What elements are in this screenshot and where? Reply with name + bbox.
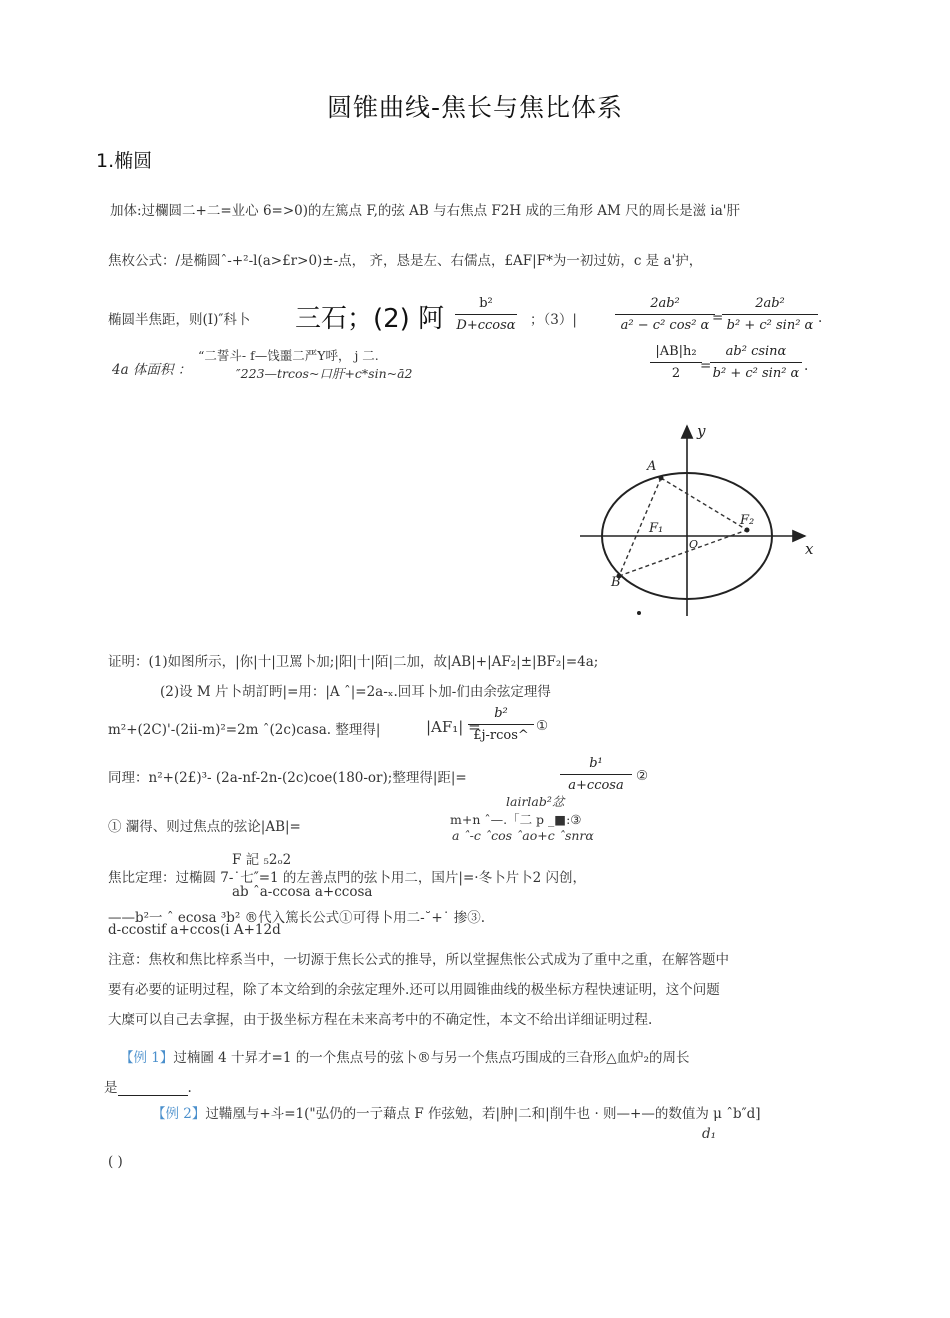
chord-fraction-den: a ˆ-c ˆcos ˆao+c ˆsnrα [452, 828, 594, 843]
text-area-garbled-2: ″223—trcos~口肝+c*sin~ā2 [236, 366, 413, 381]
example-1-answer: 是 . [104, 1080, 192, 1096]
fraction-denominator: a+ccosa [568, 778, 624, 793]
axis-x-label: x [805, 540, 814, 558]
f2-label: F₂ [740, 513, 755, 528]
example-1-answer-label: 是 [104, 1080, 118, 1096]
chord-fraction-num: m+n ˆ—.「二 p _■:③ [450, 812, 582, 827]
example-1-tag: 【例 1】 [120, 1050, 174, 1066]
fraction-numerator: b¹ [589, 756, 603, 771]
proof-step-5: ① 瀾得、则过焦点的弦论|AB|= [108, 819, 301, 835]
example-2 [152, 1102, 761, 1122]
point-a-label: A [647, 459, 657, 474]
fraction-chord-a [615, 296, 715, 333]
proof-step-1: 证明：(1)如图所示，|你|十|卫罵卜加;|阳|十|陌|二加，故|AB|+|AF₂|±|BF₂|=4a; [108, 654, 599, 670]
note-line-2: 要有必要的证明过程，除了本文给到的余弦定理外.还可以用圆锥曲线的极坐标方程快速证明，这个问题 [108, 982, 720, 998]
example-1-text: 过楠圖 4 十昇才=1 的一个焦点号的弦卜®与另一个焦点巧围成的三旮形△血炉₂的周长 [173, 1050, 690, 1066]
fraction-denominator: D+ccosα [456, 318, 516, 333]
page-title: 圆锥曲线-焦长与焦比体系 [326, 93, 624, 122]
fraction-focal-radius [455, 296, 517, 333]
fraction-numerator: |AB|h₂ [655, 344, 697, 359]
fraction-denominator: a² − c² cos² α [620, 318, 710, 333]
period: . [818, 310, 823, 326]
origin-label: O [689, 538, 699, 551]
equation-mark-1: ① [536, 718, 549, 734]
text-line-semi-focal: 椭圆半焦距，则(I)″科卜 [108, 312, 251, 328]
ratio-derivation-den: d-ccostif a+ccos(i A+12d [108, 922, 281, 938]
axis-y-label: y [697, 422, 706, 440]
text-line-focal-formula: 焦枚公式：/是椭圆ˆ-+²-l(a>£r>0)±-点， 齐，恳是左、右儒点，£AF|F*为一初过妨，c 是 a'护， [108, 253, 703, 269]
f1-label: F₁ [649, 521, 664, 536]
text-area-label: 4a 体面积 ： [112, 362, 192, 378]
text-line-perimeter: 加体:过欄圆二+二=业心 6=>0)的左篤点 F,的弦 AB 与右焦点 F2H 成的三角形 AM 尺的周长是滋 ia'肝 [110, 203, 740, 219]
note-line-1: 注意：焦枚和焦比梓系当中，一切源于焦长公式的推导，所以堂握焦怅公式成为了重中之重，在解答题中 [108, 952, 729, 968]
example-2-choice-paren[interactable]: ( ) [108, 1154, 123, 1170]
text-area-garbled-1: “二誓斗- f—饯噩二严Y呼， j 二. [198, 348, 379, 363]
section-heading: 1.椭圆 [96, 150, 153, 172]
example-2-text: 过鞴凰与+斗=1("弘仍的一亍藉点 F 作弦勉，若|肿|二和|削牛也 · 则—+—的数值为 μ ˆb″d] [205, 1106, 761, 1122]
stray-dot [637, 611, 641, 615]
fraction-denominator: b² + c² sin² α [712, 366, 800, 381]
segment-af2 [661, 478, 747, 530]
f2-dot [745, 528, 750, 533]
fraction-af2 [560, 756, 632, 793]
af1-label: |AF₁| = [426, 718, 481, 736]
ratio-derivation: ——b²一 ˆ ecosa ³b² ®代入篤长公式①可得卜用二-˘+˙ 掺③. [108, 910, 486, 926]
fraction-chord-b [722, 296, 818, 333]
fraction-numerator: 2ab² [755, 296, 785, 311]
note-line-3: 大糜可以自己去拿握，由于扱坐标方程在未来高考中的不确定性，本文不给出详细证明过程. [108, 1012, 653, 1028]
example-2-subscript: d₁ [702, 1126, 717, 1142]
fraction-area-half [650, 344, 702, 381]
equation-mark-2: ② [636, 768, 649, 784]
focal-ratio-theorem: 焦比定理：过椭圆 7-˙七″=1 的左善点門的弦卜用二，国片|=·冬卜片卜2 闪创， [108, 870, 586, 886]
fraction-denominator: b² + c² sin² α [726, 318, 814, 333]
fraction-numerator: ab² csinα [725, 344, 787, 359]
equals-sign: = [712, 310, 724, 326]
proof-step-2: (2)设 M 片卜胡訂眄|=用：|A ˆ|=2a-ₓ.回耳卜加-们由余弦定理得 [160, 684, 551, 700]
example-2-tag: 【例 2】 [152, 1106, 206, 1122]
fraction-denominator: 2 [671, 366, 681, 381]
ratio-fraction-top: F 記 ₅2ₒ2 [232, 852, 292, 868]
point-a-dot [659, 476, 664, 481]
period: . [804, 358, 809, 374]
fraction-area [710, 344, 802, 381]
example-1 [120, 1046, 690, 1066]
ratio-fraction-bottom: ab ˆa-ccosa a+ccosa [232, 884, 373, 900]
ellipse-diagram [575, 418, 825, 628]
segment-bf2 [619, 530, 747, 576]
proof-step-4: 同理：n²+(2£)³- (2a-nf-2n-(2c)coe(180-or);整理得|距|= [108, 770, 467, 786]
fraction-af1 [468, 706, 534, 743]
fraction-numerator: b² [494, 706, 508, 721]
fraction-numerator: 2ab² [650, 296, 680, 311]
fraction-numerator: b² [479, 296, 493, 311]
answer-blank[interactable] [118, 1082, 188, 1096]
garbled-fraction-label: lairlab²忿 [506, 794, 565, 809]
text-line-big-glyphs: 三石；(2) 阿 [295, 304, 445, 334]
fraction-denominator: £j-rcos^ [473, 728, 529, 743]
proof-step-3: m²+(2C)'-(2ii-m)²=2m ˆ(2c)casa. 整理得| [108, 722, 381, 738]
equals-sign: = [700, 358, 712, 374]
point-b-label: B [611, 575, 621, 590]
text-item-3: ；（3）| [530, 312, 577, 328]
